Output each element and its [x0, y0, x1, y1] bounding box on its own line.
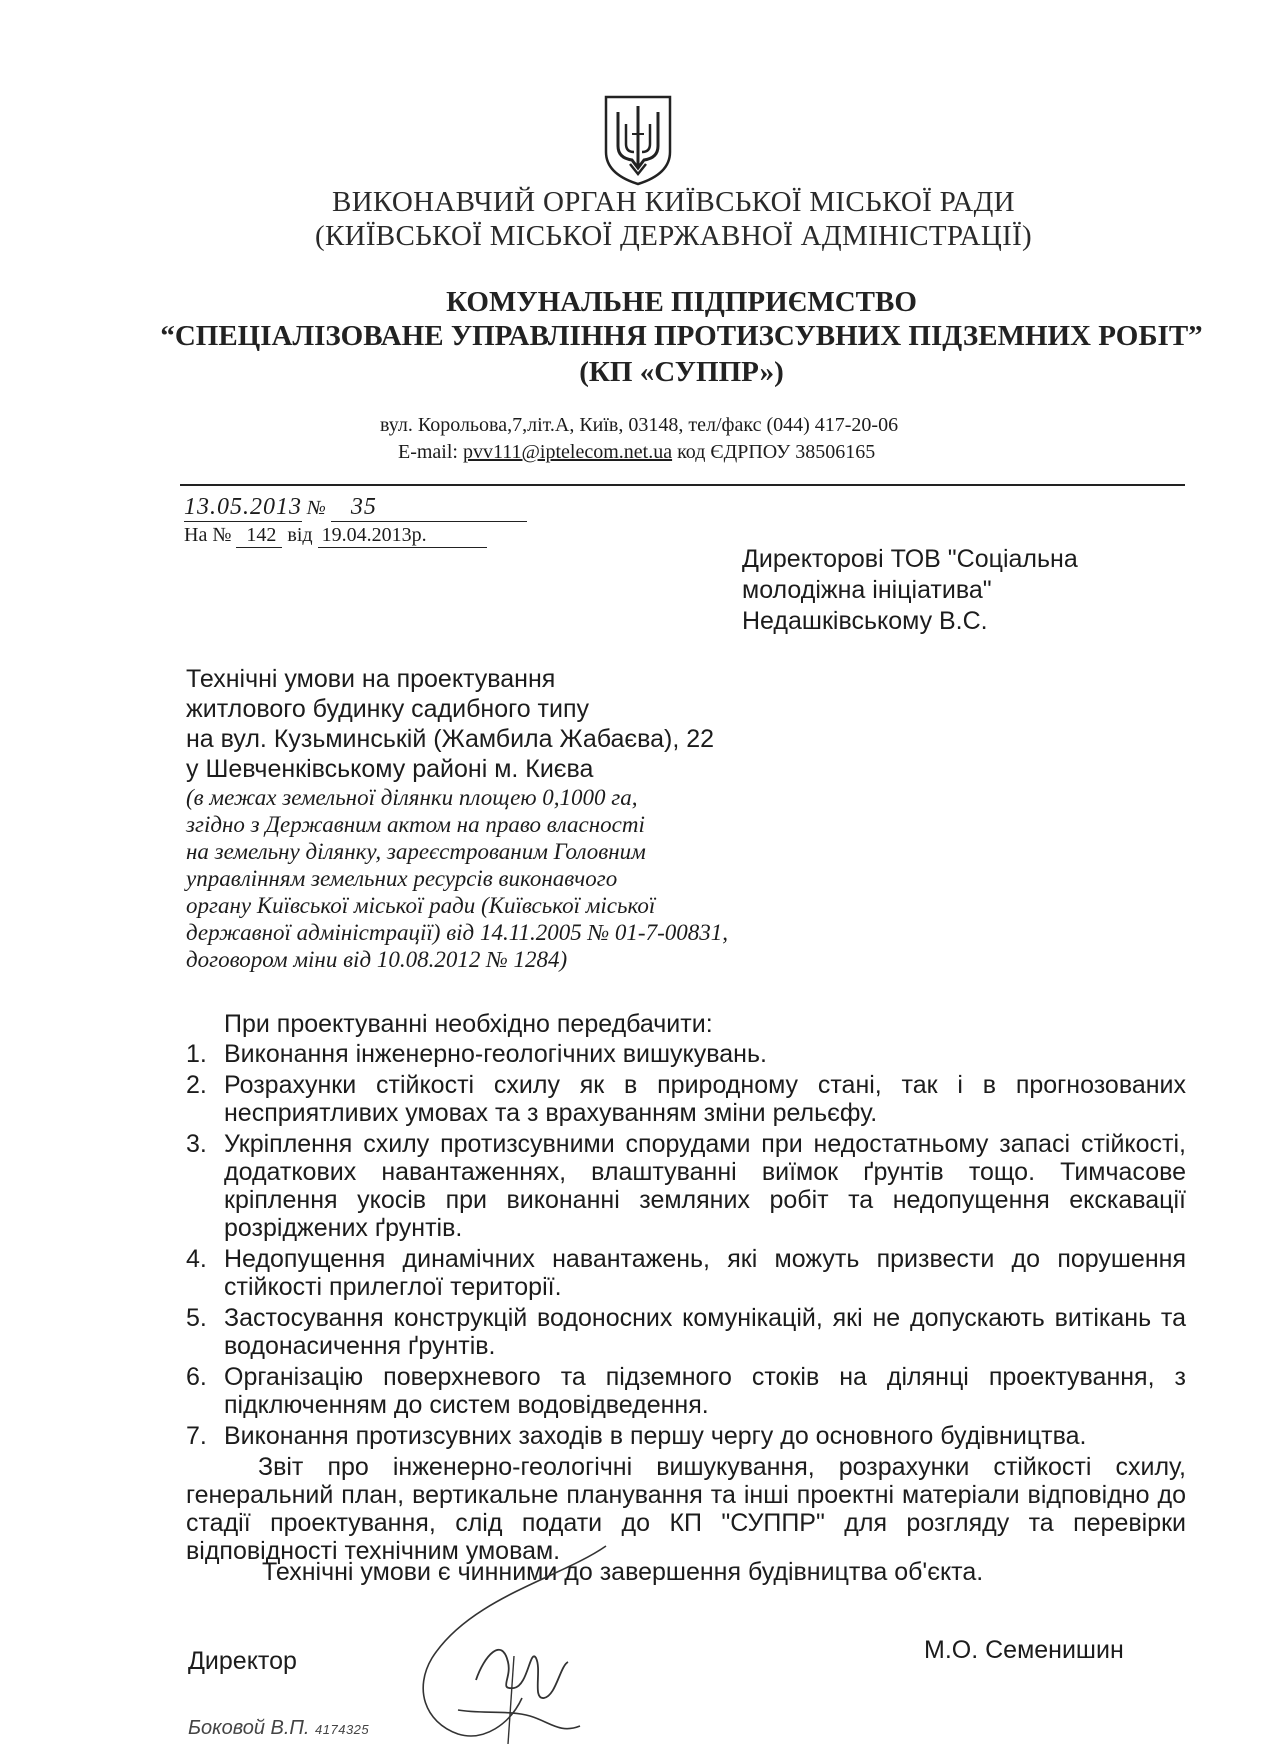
subject-line-3: на вул. Кузьминській (Жамбила Жабаєва), 22 [186, 725, 715, 753]
list-item [186, 1040, 1186, 1068]
registration-date: 13.05.2013 [184, 494, 302, 520]
subject-note-line: управлінням земельних ресурсів виконавчого [186, 866, 618, 891]
report-paragraph: Звіт про інженерно-геологічні вишукування, розрахунки стійкості схилу, генеральний план, вертикальне планування та інші проектні матеріали відповідно до стадії проектування, слід подати до КП "СУППР" для розгляду та перевірки відповідності технічним умовам. [186, 1453, 1186, 1565]
subject-note [186, 784, 728, 973]
list-item [186, 1130, 1186, 1242]
executor-info [188, 1717, 369, 1740]
organization-line-1: КОМУНАЛЬНЕ ПІДПРИЄМСТВО [446, 286, 917, 318]
list-item-text: Застосування конструкцій водоносних комунікацій, які не допускають витікань та водонасичення ґрунтів. [224, 1304, 1186, 1360]
validity-statement: Технічні умови є чинними до завершення будівництва об'єкта. [262, 1558, 984, 1586]
list-item-text: Виконання протизсувних заходів в першу чергу до основного будівництва. [224, 1422, 1087, 1450]
reply-date: 19.04.2013р. [318, 524, 487, 548]
authority-line-1: ВИКОНАВЧИЙ ОРГАН КИЇВСЬКОЇ МІСЬКОЇ РАДИ [332, 186, 1015, 218]
list-item [186, 1363, 1186, 1419]
reply-prefix: На № [184, 524, 232, 546]
coat-of-arms-icon [602, 94, 674, 186]
organization-contacts [398, 441, 875, 464]
registration-number-label: № [307, 497, 326, 519]
list-item-text: Недопущення динамічних навантажень, які можуть призвести до порушення стійкості прилеглої території. [224, 1245, 1186, 1301]
organization-line-2: “СПЕЦІАЛІЗОВАНЕ УПРАВЛІННЯ ПРОТИЗСУВНИХ ПІДЗЕМНИХ РОБІТ” [160, 320, 1203, 352]
requirements-list [186, 1040, 1186, 1450]
letter-body [186, 1010, 1186, 1565]
reply-reference [184, 524, 487, 548]
list-item-number: 7. [186, 1422, 207, 1450]
reply-from-label: від [287, 524, 313, 546]
reply-number: 142 [236, 524, 282, 548]
header-divider [180, 484, 1185, 486]
authority-line-2: (КИЇВСЬКОЇ МІСЬКОЇ ДЕРЖАВНОЇ АДМІНІСТРАЦІЇ) [315, 220, 1032, 252]
list-item-number: 3. [186, 1130, 207, 1158]
list-item [186, 1245, 1186, 1301]
list-item-number: 6. [186, 1363, 207, 1391]
list-item-number: 4. [186, 1245, 207, 1273]
list-item [186, 1071, 1186, 1127]
recipient-block [742, 544, 1078, 637]
registration-line [184, 494, 527, 522]
executor-name: Боковой В.П. [188, 1717, 310, 1739]
list-item-number: 5. [186, 1304, 207, 1332]
list-item-text: Виконання інженерно-геологічних вишукувань. [224, 1040, 767, 1068]
subject-line-1: Технічні умови на проектування [186, 665, 556, 693]
subject-note-line: згідно з Державним актом на право власності [186, 812, 645, 837]
subject-block [186, 664, 714, 784]
organization-address: вул. Корольова,7,літ.А, Київ, 03148, тел/факс (044) 417-20-06 [380, 414, 899, 436]
subject-note-line: державної адміністрації) від 14.11.2005 № 01-7-00831, [186, 920, 728, 945]
recipient-line-3: Недашківському В.С. [742, 607, 988, 635]
recipient-line-1: Директорові ТОВ "Соціальна [742, 545, 1078, 573]
edrpou-code: код ЄДРПОУ 38506165 [677, 441, 876, 463]
recipient-line-2: молодіжна ініціатива" [742, 576, 992, 604]
list-item [186, 1422, 1186, 1450]
signatory-name: М.О. Семенишин [924, 1636, 1124, 1664]
email-label: E-mail: [398, 441, 458, 463]
handwritten-signature [410, 1538, 650, 1750]
subject-line-4: у Шевченківському районі м. Києва [186, 755, 594, 783]
requirements-intro: При проектуванні необхідно передбачити: [224, 1010, 713, 1038]
list-item-text: Укріплення схилу протизсувними спорудами при недостатньому запасі стійкості, додаткових навантаженнях, влаштуванні виїмок ґрунтів тощо. Тимчасове кріплення укосів при виконанні земляних робіт та недопущення екскавації розріджених ґрунтів. [224, 1130, 1186, 1242]
list-item [186, 1304, 1186, 1360]
subject-note-line: органу Київської міської ради (Київської міської [186, 893, 656, 918]
executor-phone: 4174325 [315, 1722, 370, 1737]
subject-note-line: (в межах земельної ділянки площею 0,1000 га, [186, 785, 638, 810]
list-item-number: 2. [186, 1071, 207, 1099]
list-item-text: Організацію поверхневого та підземного стоків на ділянці проектування, з підключенням до систем водовідведення. [224, 1363, 1186, 1419]
subject-note-line: на земельну ділянку, зареєстрованим Головним [186, 839, 646, 864]
list-item-text: Розрахунки стійкості схилу як в природному стані, так і в прогнозованих несприятливих умовах та з врахуванням зміни рельєфу. [224, 1071, 1186, 1127]
subject-line-2: житлового будинку садибного типу [186, 695, 590, 723]
list-item-number: 1. [186, 1040, 207, 1068]
email-link[interactable]: pvv111@iptelecom.net.ua [462, 441, 673, 463]
registration-number: 35 [331, 494, 527, 522]
subject-note-line: договором міни від 10.08.2012 № 1284) [186, 947, 568, 972]
organization-line-3: (КП «СУППР») [579, 356, 784, 388]
signatory-title: Директор [188, 1647, 297, 1675]
